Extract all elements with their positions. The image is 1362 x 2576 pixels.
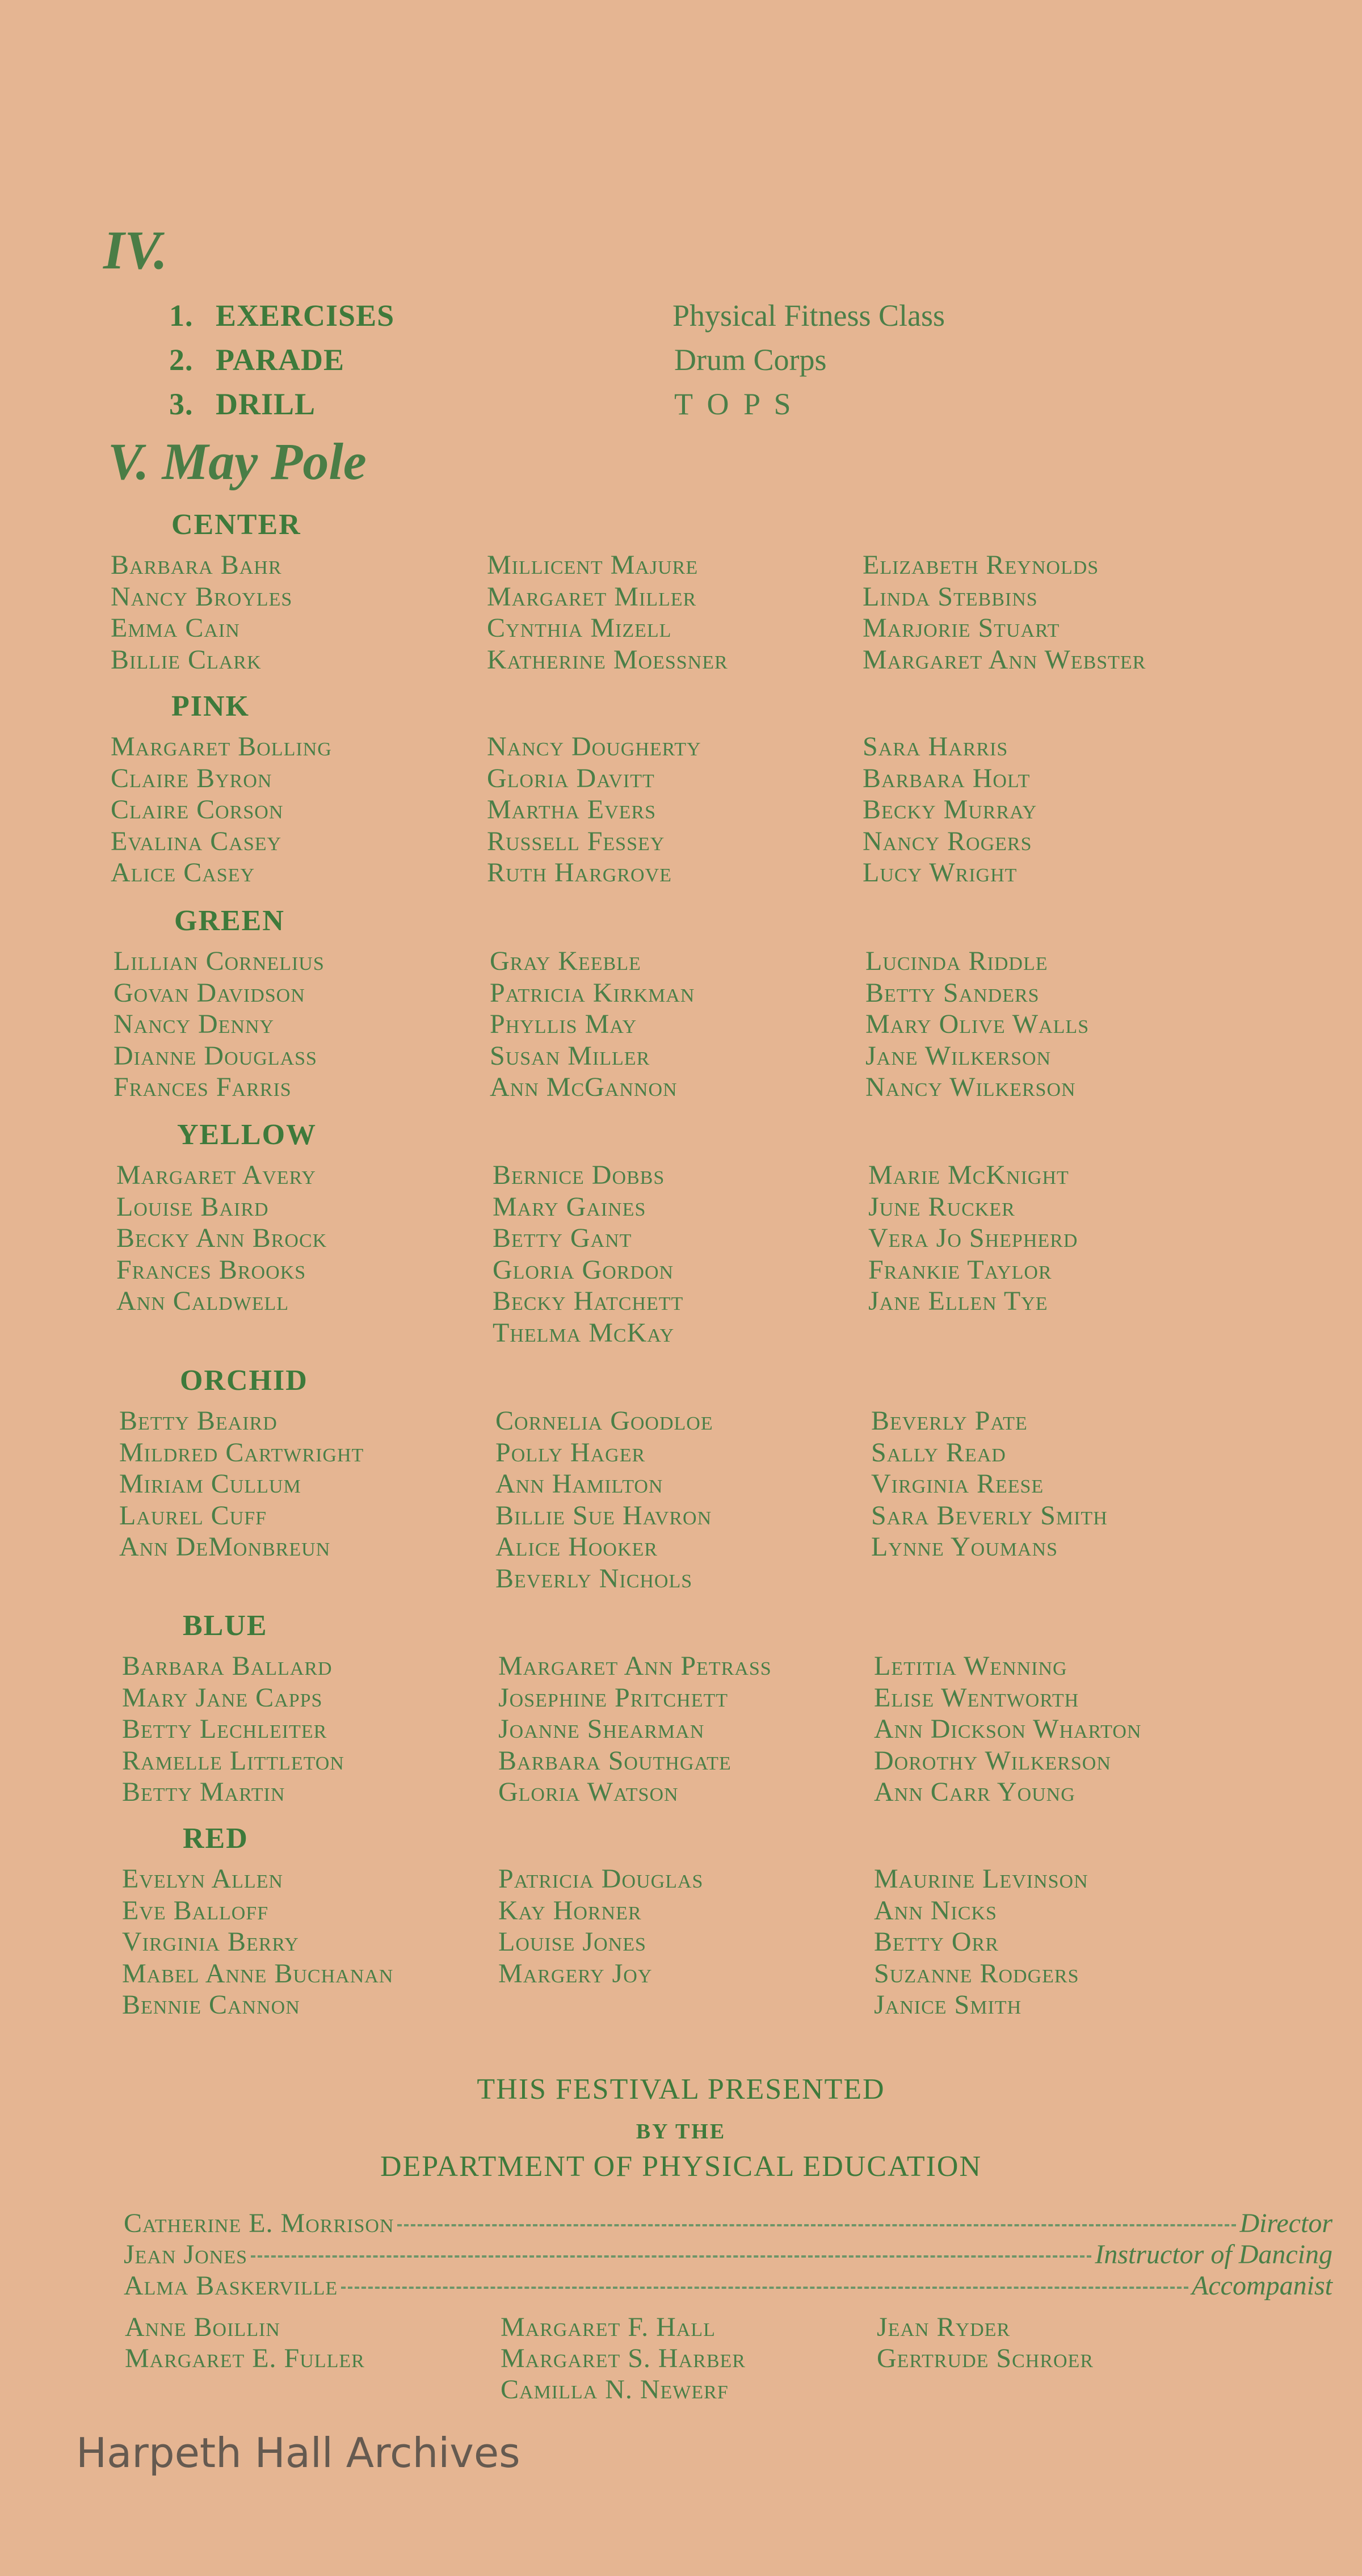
participant-name: Betty Lechleiter <box>122 1714 327 1744</box>
participant-name: Lynne Youmans <box>871 1532 1058 1562</box>
participant-name: Mary Olive Walls <box>865 1009 1090 1039</box>
participant-name: Evalina Casey <box>111 826 282 856</box>
group-heading: BLUE <box>183 1610 268 1642</box>
participant-name: Mildred Cartwright <box>119 1438 364 1468</box>
participant-name: Elizabeth Reynolds <box>863 550 1099 580</box>
credits-line-3: DEPARTMENT OF PHYSICAL EDUCATION <box>380 2150 982 2183</box>
participant-name: Betty Beaird <box>119 1406 278 1436</box>
participant-name: Sally Read <box>871 1438 1006 1468</box>
participant-name: Ramelle Littleton <box>122 1746 344 1776</box>
participant-name: June Rucker <box>868 1192 1015 1222</box>
participant-name: Louise Baird <box>116 1192 269 1222</box>
participant-name: Cynthia Mizell <box>487 613 672 643</box>
assistant-name: Gertrude Schroer <box>877 2343 1094 2373</box>
staff-role: Accompanist <box>1192 2271 1332 2301</box>
participant-name: Margaret Bolling <box>111 732 332 762</box>
participant-name: Margaret Avery <box>116 1160 316 1190</box>
participant-name: Vera Jo Shepherd <box>868 1223 1078 1253</box>
participant-name: Ann DeMonbreun <box>119 1532 331 1562</box>
participant-name: Nancy Denny <box>114 1009 275 1039</box>
participant-name: Betty Gant <box>493 1223 632 1253</box>
group-heading: GREEN <box>174 905 285 937</box>
group-heading: RED <box>183 1822 249 1855</box>
participant-name: Emma Cain <box>111 613 240 643</box>
participant-name: Margaret Ann Petrass <box>498 1651 772 1681</box>
participant-name: Ann Carr Young <box>874 1777 1075 1807</box>
participant-name: Katherine Moessner <box>487 645 728 675</box>
participant-name: Bennie Cannon <box>122 1990 300 2020</box>
participant-name: Barbara Southgate <box>498 1746 732 1776</box>
participant-name: Dorothy Wilkerson <box>874 1746 1111 1776</box>
staff-name: Alma Baskerville <box>124 2271 338 2301</box>
staff-name: Jean Jones <box>124 2239 248 2270</box>
participant-name: Gloria Gordon <box>493 1255 674 1285</box>
credits-line-1: THIS FESTIVAL PRESENTED <box>477 2073 885 2106</box>
participant-name: Claire Byron <box>111 763 272 793</box>
participant-name: Lucy Wright <box>863 858 1018 888</box>
participant-name: Becky Murray <box>863 795 1037 825</box>
assistant-name: Anne Boillin <box>125 2312 280 2342</box>
program-item-performer: Physical Fitness Class <box>672 299 945 333</box>
participant-name: Beverly Pate <box>871 1406 1028 1436</box>
participant-name: Claire Corson <box>111 795 284 825</box>
participant-name: Letitia Wenning <box>874 1651 1067 1681</box>
staff-role: Director <box>1239 2208 1332 2238</box>
participant-name: Ruth Hargrove <box>487 858 672 888</box>
participant-name: Mary Gaines <box>493 1192 646 1222</box>
credits-line-2: BY THE <box>636 2120 726 2144</box>
participant-name: Russell Fessey <box>487 826 665 856</box>
program-item-number: 3. <box>169 387 194 421</box>
staff-role: Instructor of Dancing <box>1095 2239 1332 2270</box>
program-item-performer: Drum Corps <box>674 343 827 377</box>
archive-watermark: Harpeth Hall Archives <box>76 2429 520 2477</box>
participant-name: Nancy Rogers <box>863 826 1032 856</box>
participant-name: Becky Ann Brock <box>116 1223 327 1253</box>
group-heading: YELLOW <box>177 1119 317 1151</box>
group-heading: PINK <box>171 690 250 722</box>
participant-name: Cornelia Goodloe <box>495 1406 713 1436</box>
participant-name: Becky Hatchett <box>493 1286 684 1316</box>
participant-name: Patricia Douglas <box>498 1864 704 1894</box>
participant-name: Frances Brooks <box>116 1255 306 1285</box>
participant-name: Betty Sanders <box>865 978 1040 1008</box>
participant-name: Margaret Ann Webster <box>863 645 1146 675</box>
participant-name: Gloria Davitt <box>487 763 655 793</box>
participant-name: Frankie Taylor <box>868 1255 1052 1285</box>
staff-row <box>124 2208 1332 2239</box>
participant-name: Millicent Majure <box>487 550 699 580</box>
participant-name: Louise Jones <box>498 1927 646 1957</box>
program-item-title: DRILL <box>216 387 316 421</box>
assistant-name: Camilla N. Newerf <box>501 2375 729 2405</box>
program-item-number: 1. <box>169 299 194 333</box>
participant-name: Betty Martin <box>122 1777 285 1807</box>
participant-name: Phyllis May <box>490 1009 637 1039</box>
participant-name: Sara Beverly Smith <box>871 1501 1108 1531</box>
participant-name: Ann Nicks <box>874 1896 997 1926</box>
participant-name: Frances Farris <box>114 1072 292 1102</box>
participant-name: Barbara Holt <box>863 763 1031 793</box>
participant-name: Ann Caldwell <box>116 1286 289 1316</box>
participant-name: Gloria Watson <box>498 1777 679 1807</box>
participant-name: Margaret Miller <box>487 582 697 612</box>
program-item-title: EXERCISES <box>216 299 395 333</box>
dotted-leader <box>251 2255 1091 2258</box>
participant-name: Jane Ellen Tye <box>868 1286 1048 1316</box>
participant-name: Ann Dickson Wharton <box>874 1714 1142 1744</box>
participant-name: Nancy Wilkerson <box>865 1072 1076 1102</box>
participant-name: Billie Clark <box>111 645 262 675</box>
participant-name: Thelma McKay <box>493 1318 675 1348</box>
participant-name: Alice Casey <box>111 858 255 888</box>
participant-name: Josephine Pritchett <box>498 1683 729 1713</box>
participant-name: Sara Harris <box>863 732 1008 762</box>
participant-name: Marie McKnight <box>868 1160 1069 1190</box>
participant-name: Virginia Reese <box>871 1469 1044 1499</box>
participant-name: Linda Stebbins <box>863 582 1038 612</box>
participant-name: Evelyn Allen <box>122 1864 283 1894</box>
participant-name: Ann McGannon <box>490 1072 678 1102</box>
assistant-name: Jean Ryder <box>877 2312 1011 2342</box>
participant-name: Barbara Bahr <box>111 550 282 580</box>
participant-name: Susan Miller <box>490 1041 650 1071</box>
assistant-name: Margaret E. Fuller <box>125 2343 365 2373</box>
section-v-title: V. May Pole <box>108 432 367 490</box>
participant-name: Laurel Cuff <box>119 1501 267 1531</box>
participant-name: Nancy Broyles <box>111 582 293 612</box>
participant-name: Beverly Nichols <box>495 1564 693 1594</box>
participant-name: Barbara Ballard <box>122 1651 333 1681</box>
program-item-title: PARADE <box>216 343 344 377</box>
program-item-number: 2. <box>169 343 194 377</box>
participant-name: Nancy Dougherty <box>487 732 701 762</box>
participant-name: Lucinda Riddle <box>865 946 1048 976</box>
participant-name: Billie Sue Havron <box>495 1501 712 1531</box>
participant-name: Martha Evers <box>487 795 656 825</box>
staff-row <box>124 2270 1332 2301</box>
group-heading: CENTER <box>171 509 301 541</box>
participant-name: Polly Hager <box>495 1438 646 1468</box>
dotted-leader <box>341 2287 1188 2289</box>
section-iv-numeral: IV. <box>103 220 168 280</box>
participant-name: Suzanne Rodgers <box>874 1959 1079 1989</box>
participant-name: Maurine Levinson <box>874 1864 1088 1894</box>
participant-name: Govan Davidson <box>114 978 305 1008</box>
participant-name: Patricia Kirkman <box>490 978 695 1008</box>
participant-name: Elise Wentworth <box>874 1683 1079 1713</box>
participant-name: Virginia Berry <box>122 1927 299 1957</box>
dotted-leader <box>397 2224 1236 2226</box>
participant-name: Betty Orr <box>874 1927 999 1957</box>
staff-row <box>124 2239 1332 2270</box>
participant-name: Mabel Anne Buchanan <box>122 1959 394 1989</box>
participant-name: Lillian Cornelius <box>114 946 325 976</box>
participant-name: Margery Joy <box>498 1959 653 1989</box>
program-item-performer: T O P S <box>674 387 794 421</box>
assistant-name: Margaret S. Harber <box>501 2343 746 2373</box>
assistant-name: Margaret F. Hall <box>501 2312 716 2342</box>
participant-name: Alice Hooker <box>495 1532 658 1562</box>
participant-name: Ann Hamilton <box>495 1469 663 1499</box>
staff-name: Catherine E. Morrison <box>124 2208 394 2238</box>
participant-name: Marjorie Stuart <box>863 613 1060 643</box>
participant-name: Joanne Shearman <box>498 1714 705 1744</box>
participant-name: Jane Wilkerson <box>865 1041 1052 1071</box>
participant-name: Bernice Dobbs <box>493 1160 665 1190</box>
participant-name: Eve Balloff <box>122 1896 269 1926</box>
participant-name: Kay Horner <box>498 1896 642 1926</box>
participant-name: Janice Smith <box>874 1990 1022 2020</box>
participant-name: Gray Keeble <box>490 946 641 976</box>
group-heading: ORCHID <box>180 1364 308 1397</box>
participant-name: Dianne Douglass <box>114 1041 317 1071</box>
participant-name: Miriam Cullum <box>119 1469 301 1499</box>
participant-name: Mary Jane Capps <box>122 1683 323 1713</box>
